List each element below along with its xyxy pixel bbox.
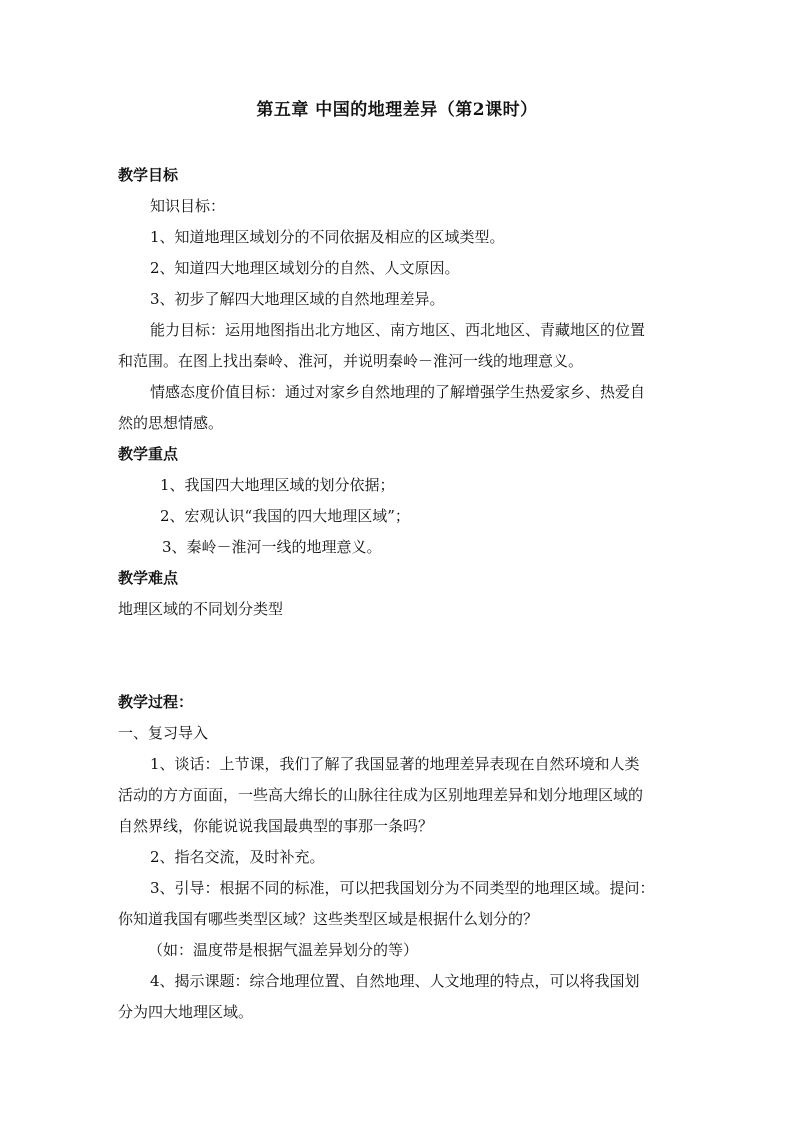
knowledge-item: 2、知道四大地理区域划分的自然、人文原因。 (150, 259, 460, 277)
ability-objective: 能力目标：运用地图指出北方地区、南方地区、西北地区、青藏地区的位置 (150, 321, 646, 339)
paragraph-cont: 分为四大地理区域。 (118, 1003, 254, 1021)
process-heading: 教学过程： (118, 693, 194, 711)
paragraph: 1、谈话：上节课，我们了解了我国显著的地理差异表现在自然环境和人类 (150, 755, 640, 773)
emotion-objective-cont: 然的思想情感。 (118, 414, 224, 432)
difficulty-heading: 教学难点 (118, 569, 179, 587)
key-point-item: 3、秦岭－淮河一线的地理意义。 (162, 538, 382, 556)
spacer (118, 625, 678, 687)
emotion-objective: 情感态度价值目标：通过对家乡自然地理的了解增强学生热爱家乡、热爱自 (150, 383, 646, 401)
objectives-heading: 教学目标 (118, 166, 179, 184)
knowledge-label: 知识目标： (150, 197, 226, 215)
key-point-item: 1、我国四大地理区域的划分依据； (160, 476, 395, 494)
key-points-heading: 教学重点 (118, 445, 179, 463)
knowledge-item: 1、知道地理区域划分的不同依据及相应的区域类型。 (150, 228, 505, 246)
paragraph-cont: 你知道我国有哪些类型区域？这些类型区域是根据什么划分的？ (118, 910, 539, 928)
paragraph-cont: 活动的方方面面，一些高大绵长的山脉往往成为区别地理差异和划分地理区域的 (118, 786, 644, 804)
paragraph: 3、引导：根据不同的标准，可以把我国划分为不同类型的地理区域。提问： (150, 879, 655, 897)
difficulty-text: 地理区域的不同划分类型 (118, 600, 284, 618)
paragraph-cont: 自然界线，你能说说我国最典型的事那一条吗？ (118, 817, 434, 835)
knowledge-item: 3、初步了解四大地理区域的自然地理差异。 (150, 290, 445, 308)
key-point-item: 2、宏观认识“我国的四大地理区域”； (160, 507, 410, 525)
document-body (118, 160, 678, 1028)
paragraph-note: （如：温度带是根据气温差异划分的等） (148, 941, 419, 959)
ability-objective-cont: 和范围。在图上找出秦岭、淮河，并说明秦岭－淮河一线的地理意义。 (118, 352, 584, 370)
paragraph: 4、揭示课题：综合地理位置、自然地理、人文地理的特点，可以将我国划 (150, 972, 640, 990)
document-title: 第五章 中国的地理差异（第2课时） (256, 100, 538, 120)
paragraph: 2、指名交流，及时补充。 (150, 848, 325, 866)
section-heading: 一、复习导入 (118, 724, 209, 742)
